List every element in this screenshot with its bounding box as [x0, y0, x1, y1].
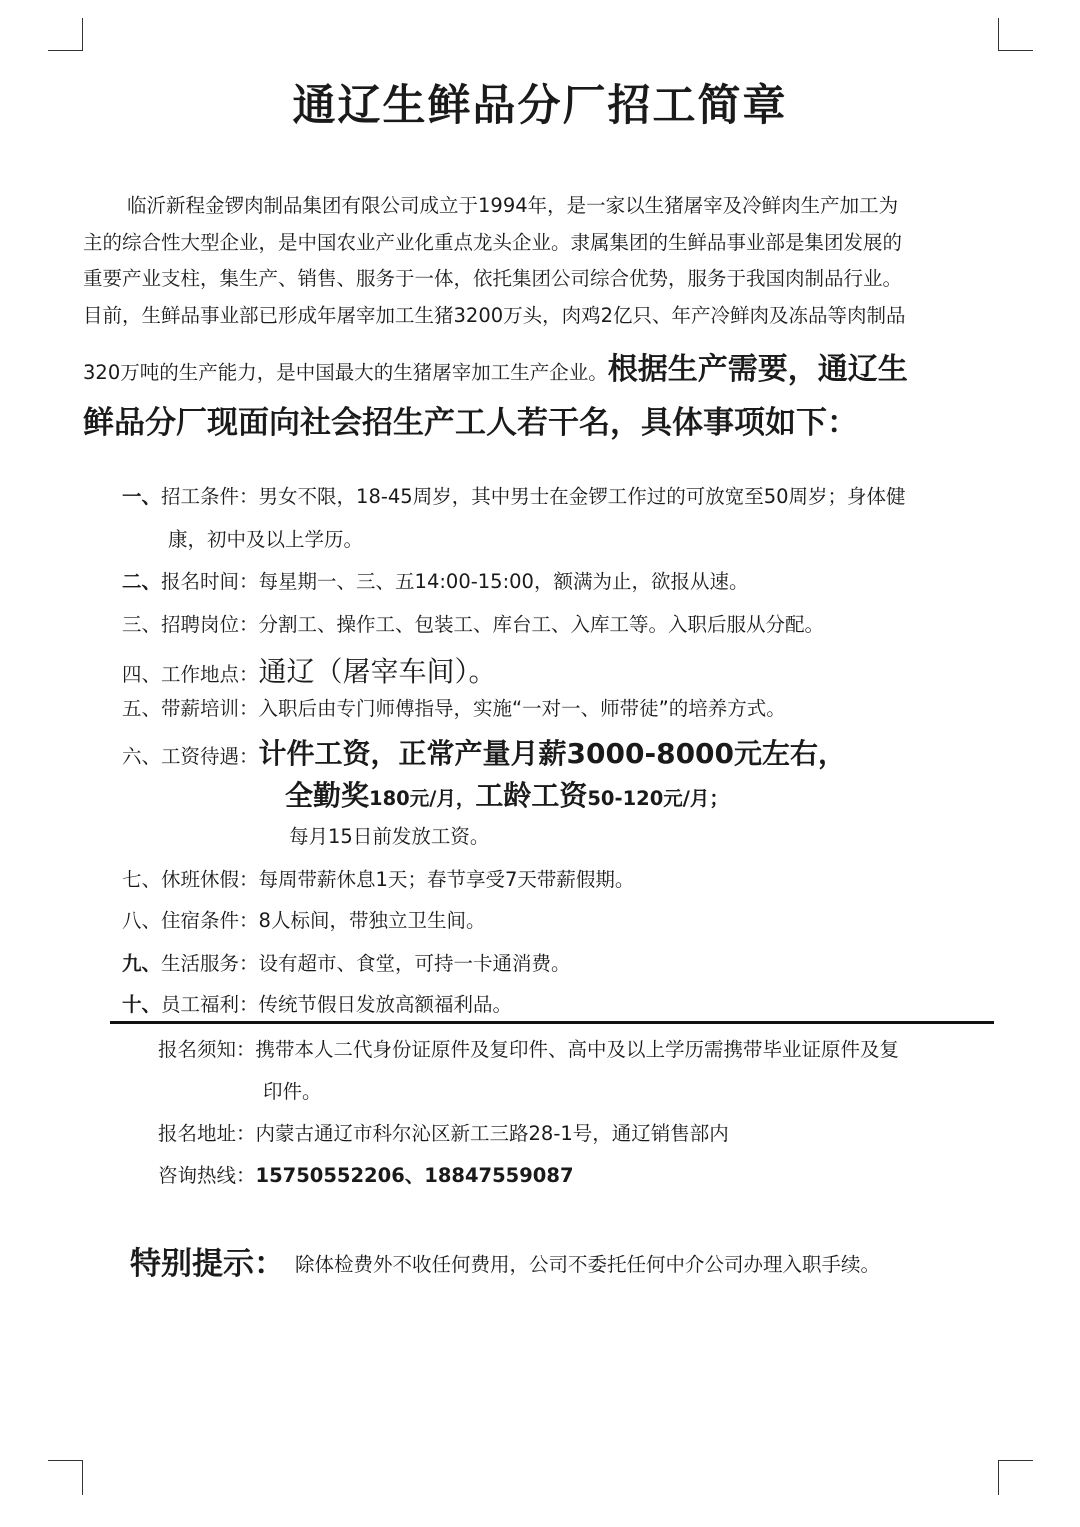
- intro-line-2: 主的综合性大型企业，是中国农业产业化重点龙头企业。隶属集团的生鲜品事业部是集团发展的: [83, 231, 903, 254]
- item-text: 男女不限，18-45周岁，其中男士在金锣工作过的可放宽至50周岁；身体健: [258, 485, 906, 508]
- item-label: 员工福利：: [161, 993, 259, 1016]
- list-item-6-bonus: [285, 774, 729, 814]
- list-item-2: [122, 566, 748, 594]
- bonus-amount: 180元/月，: [369, 787, 476, 810]
- intro-line-3: 重要产业支柱，集生产、销售、服务于一体，依托集团公司综合优势，服务于我国肉制品行业。: [83, 267, 903, 290]
- seniority-label: 工龄工资: [475, 779, 588, 812]
- list-item-4: [122, 650, 497, 690]
- list-item-10: [122, 989, 512, 1017]
- list-item-1: [122, 481, 906, 509]
- item-label: 工作地点：: [161, 663, 259, 686]
- registration-address: [158, 1118, 729, 1146]
- item-text-large: 通辽（屠宰车间）。: [258, 655, 497, 688]
- item-number: 一、: [122, 485, 162, 508]
- item-text: 设有超市、食堂，可持一卡通消费。: [258, 952, 571, 975]
- item-label: 报名时间：: [161, 570, 259, 593]
- item-number: 六、: [122, 745, 162, 768]
- registration-requirements: [158, 1034, 899, 1062]
- list-item-6-payday: 每月15日前发放工资。: [289, 825, 490, 848]
- crop-mark-top-left: [48, 18, 83, 51]
- registration-requirements-continued: 印件。: [263, 1080, 322, 1103]
- item-number: 八、: [122, 909, 162, 932]
- note-label: 报名须知：: [158, 1038, 256, 1061]
- intro-line-5-text: 320万吨的生产能力，是中国最大的生猪屠宰加工生产企业。: [83, 361, 608, 384]
- item-label: 生活服务：: [161, 952, 259, 975]
- item-number: 七、: [122, 868, 162, 891]
- salary-emphasis: 计件工资，正常产量月薪3000-8000元左右，: [258, 737, 847, 770]
- list-item-1-continued: 康，初中及以上学历。: [168, 528, 364, 551]
- list-item-3: [122, 609, 824, 637]
- item-label: 住宿条件：: [161, 909, 259, 932]
- divider: [110, 1021, 994, 1024]
- list-item-7: [122, 864, 634, 892]
- item-text: 入职后由专门师傅指导，实施“一对一、师带徒”的培养方式。: [258, 697, 786, 720]
- item-text: 8人标间，带独立卫生间。: [258, 909, 486, 932]
- item-number: 十、: [122, 993, 162, 1016]
- special-notice-label: 特别提示：: [130, 1246, 285, 1282]
- item-label: 工资待遇：: [161, 745, 259, 768]
- crop-mark-top-right: [998, 18, 1033, 51]
- intro-line-5: [83, 344, 908, 388]
- item-number: 三、: [122, 613, 162, 636]
- list-item-9: [122, 948, 571, 976]
- item-text: 每星期一、三、五14:00-15:00，额满为止，欲报从速。: [258, 570, 749, 593]
- crop-mark-bottom-right: [998, 1460, 1033, 1495]
- special-notice-text: 除体检费外不收任何费用，公司不委托任何中介公司办理入职手续。: [295, 1253, 881, 1276]
- crop-mark-bottom-left: [48, 1460, 83, 1495]
- list-item-5: [122, 693, 786, 721]
- item-number: 五、: [122, 697, 162, 720]
- note-label: 报名地址：: [158, 1122, 256, 1145]
- page-title: 通辽生鲜品分厂招工简章: [292, 81, 788, 131]
- item-text: 每周带薪休息1天；春节享受7天带薪假期。: [258, 868, 635, 891]
- list-item-6: [122, 732, 846, 772]
- item-number: 九、: [122, 952, 162, 975]
- item-text: 传统节假日发放高额福利品。: [258, 993, 513, 1016]
- item-label: 带薪培训：: [161, 697, 259, 720]
- intro-line-1: 临沂新程金锣肉制品集团有限公司成立于1994年，是一家以生猪屠宰及冷鲜肉生产加工为: [127, 194, 899, 217]
- item-number: 四、: [122, 663, 162, 686]
- intro-line-6: 鲜品分厂现面向社会招生产工人若干名，具体事项如下：: [83, 405, 858, 441]
- item-text: 分割工、操作工、包装工、库台工、入库工等。入职后服从分配。: [258, 613, 825, 636]
- intro-line-4: 目前，生鲜品事业部已形成年屠宰加工生猪3200万头，肉鸡2亿只、年产冷鲜肉及冻品等肉制品: [83, 304, 906, 327]
- list-item-8: [122, 905, 485, 933]
- item-label: 休班休假：: [161, 868, 259, 891]
- phone-numbers: 15750552206、18847559087: [255, 1164, 574, 1187]
- item-label: 招聘岗位：: [161, 613, 259, 636]
- consultation-hotline: [158, 1160, 574, 1188]
- item-label: 招工条件：: [161, 485, 259, 508]
- bonus-label: 全勤奖: [285, 779, 370, 812]
- note-text: 携带本人二代身份证原件及复印件、高中及以上学历需携带毕业证原件及复: [255, 1038, 900, 1061]
- note-text: 内蒙古通辽市科尔沁区新工三路28-1号，通辽销售部内: [255, 1122, 729, 1145]
- note-label: 咨询热线：: [158, 1164, 256, 1187]
- seniority-amount: 50-120元/月；: [587, 787, 729, 810]
- intro-line-5-emphasis: 根据生产需要，通辽生: [607, 352, 908, 387]
- item-number: 二、: [122, 570, 162, 593]
